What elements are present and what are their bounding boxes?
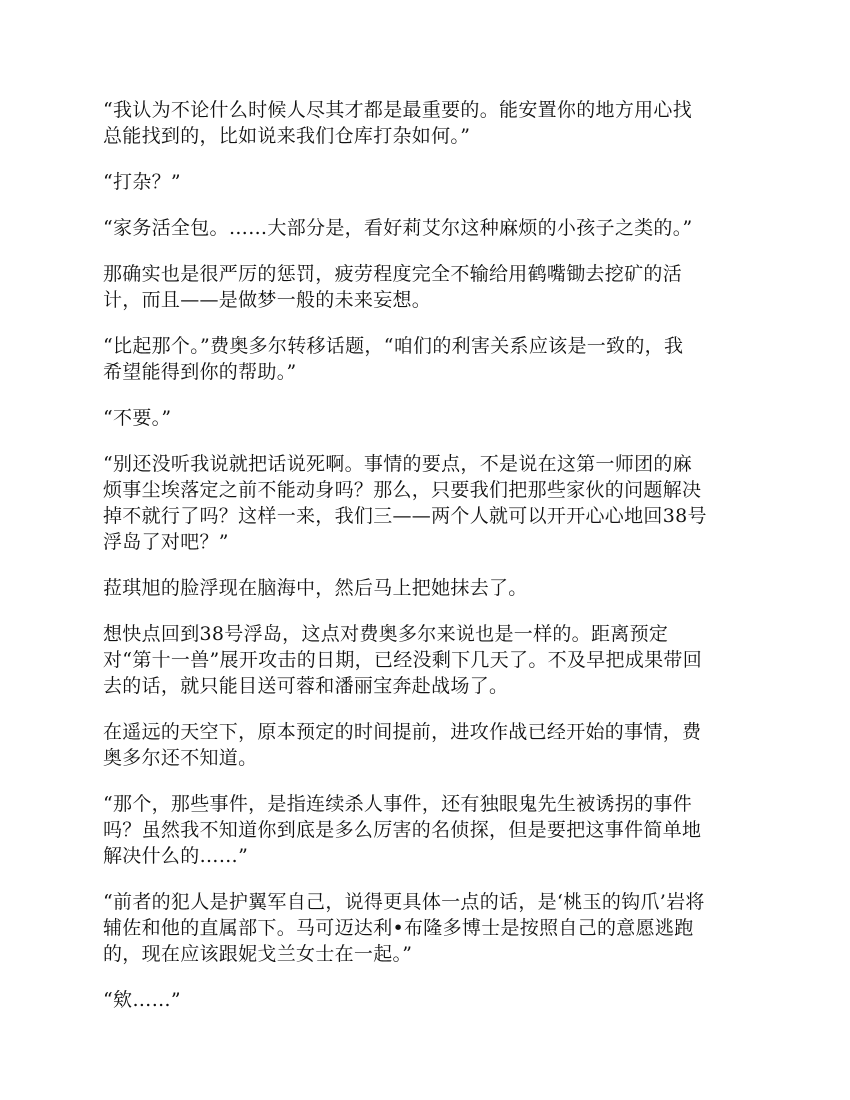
text-line: 菈琪旭的脸浮现在脑海中，然后马上把她抹去了。 (103, 577, 528, 599)
text-line: 辅佐和他的直属部下。马可迈达利•布隆多博士是按照自己的意愿逃跑 (103, 917, 694, 939)
text-line: “比起那个。”费奥多尔转移话题，“咱们的利害关系应该是一致的，我 (103, 335, 684, 357)
paragraph-5 (103, 333, 753, 385)
paragraph-7 (103, 451, 753, 555)
text-line: 对“第十一兽”展开攻击的日期，已经没剩下几天了。不及早把成果带回 (103, 649, 703, 671)
paragraph-12 (103, 889, 753, 967)
text-line: 吗？虽然我不知道你到底是多么厉害的名侦探，但是要把这事件简单地 (103, 819, 702, 841)
text-line: 解决什么的……” (103, 845, 249, 867)
paragraph-6 (103, 405, 753, 431)
text-line: 总能找到的，比如说来我们仓库打杂如何。” (103, 125, 471, 147)
document-body (103, 97, 753, 1033)
paragraph-3 (103, 215, 753, 241)
text-line: “我认为不论什么时候人尽其才都是最重要的。能安置你的地方用心找 (103, 99, 693, 121)
paragraph-4 (103, 261, 753, 313)
text-line: “那个，那些事件，是指连续杀人事件，还有独眼鬼先生被诱拐的事件 (103, 793, 693, 815)
text-line: 希望能得到你的帮助。” (103, 361, 297, 383)
text-line: 想快点回到38号浮岛，这点对费奥多尔来说也是一样的。距离预定 (103, 623, 669, 645)
text-line: “家务活全包。……大部分是，看好莉艾尔这种麻烦的小孩子之类的。” (103, 217, 693, 239)
text-line: 去的话，就只能目送可蓉和潘丽宝奔赴战场了。 (103, 675, 509, 697)
text-line: 在遥远的天空下，原本预定的时间提前，进攻作战已经开始的事情，费 (103, 721, 702, 743)
text-line: 奥多尔还不知道。 (103, 747, 258, 769)
paragraph-2 (103, 169, 753, 195)
text-line: 浮岛了对吧？” (103, 531, 229, 553)
text-line: “别还没听我说就把话说死啊。事情的要点，不是说在这第一师团的麻 (103, 453, 693, 475)
paragraph-1 (103, 97, 753, 149)
text-line: “前者的犯人是护翼军自己，说得更具体一点的话，是‘桃玉的钩爪’岩将 (103, 891, 705, 913)
text-line: 那确实也是很严厉的惩罚，疲劳程度完全不输给用鹤嘴锄去挖矿的活 (103, 263, 683, 285)
text-line: 计，而且——是做梦一般的未来妄想。 (103, 289, 432, 311)
text-line: “打杂？” (103, 171, 181, 193)
text-line: 的，现在应该跟妮戈兰女士在一起。” (103, 943, 413, 965)
paragraph-13 (103, 987, 753, 1013)
paragraph-10 (103, 719, 753, 771)
paragraph-8 (103, 575, 753, 601)
text-line: 烦事尘埃落定之前不能动身吗？那么，只要我们把那些家伙的问题解决 (103, 479, 702, 501)
text-line: “不要。” (103, 407, 172, 429)
paragraph-9 (103, 621, 753, 699)
paragraph-11 (103, 791, 753, 869)
text-line: “欸……” (103, 989, 181, 1011)
text-line: 掉不就行了吗？这样一来，我们三——两个人就可以开开心心地回38号 (103, 505, 707, 527)
